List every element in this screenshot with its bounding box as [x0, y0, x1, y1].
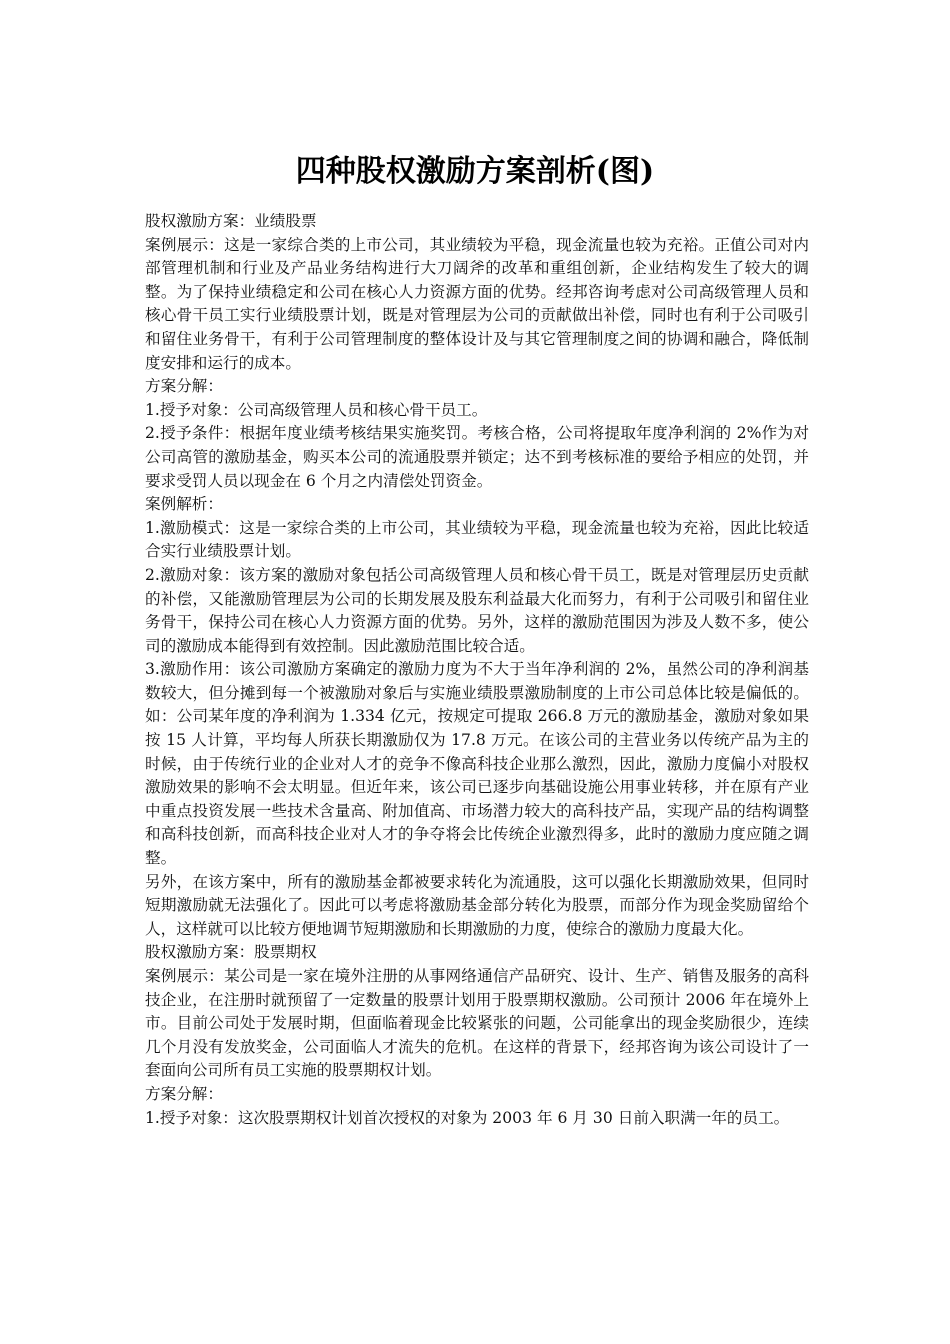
document-title: 四种股权激励方案剖析(图) — [295, 154, 655, 189]
plan-breakdown-heading-2: 方案分解： — [145, 1084, 223, 1103]
plan-breakdown-heading: 方案分解： — [145, 377, 223, 396]
additional-note-paragraph: 另外，在该方案中，所有的激励基金都被要求转化为流通股，这可以强化长期激励效果，但同时短期激励就无法强化了。因此可以考虑将激励基金部分转化为股票，而部分作为现金奖励留给个人，这样就可以比较方便地调节短期激励和长期激励的力度，使综合的激励力度最大化。 — [145, 872, 809, 938]
case-analysis-heading: 案例解析： — [145, 495, 223, 514]
incentive-target-paragraph: 2.激励对象：该方案的激励对象包括公司高级管理人员和核心骨干员工，既是对管理层历史贡献的补偿，又能激励管理层为公司的长期发展及股东利益最大化而努力，有利于公司吸引和留住业务骨干，保持公司在核心人力资源方面的优势。另外，这样的激励范围因为涉及人数不多，使公司的激励成本能得到有效控制。因此激励范围比较合适。 — [145, 565, 809, 655]
grant-target-paragraph: 1.授予对象：公司高级管理人员和核心骨干员工。 — [145, 400, 488, 419]
case-display-paragraph: 案例展示：这是一家综合类的上市公司，其业绩较为平稳，现金流量也较为充裕。正值公司对内部管理机制和行业及产品业务结构进行大刀阔斧的改革和重组创新，企业结构发生了较大的调整。为了保持业绩稳定和公司在核心人力资源方面的优势。经邦咨询考虑对公司高级管理人员和核心骨干员工实行业绩股票计划，既是对管理层为公司的贡献做出补偿，同时也有利于公司吸引和留住业务骨干，有利于公司管理制度的整体设计及与其它管理制度之间的协调和融合，降低制度安排和运行的成本。 — [145, 235, 809, 372]
section-heading-stock-options: 股权激励方案：股票期权 — [145, 943, 317, 962]
case-display-paragraph-2: 案例展示：某公司是一家在境外注册的从事网络通信产品研究、设计、生产、销售及服务的高科技企业，在注册时就预留了一定数量的股票计划用于股票期权激励。公司预计 2006 年在境外上市。目前公司处于发展时期，但面临着现金比较紧张的问题，公司能拿出的现金奖励很少，连续几个月没有发放奖金，公司面临人才流失的危机。在这样的背景下，经邦咨询为该公司设计了一套面向公司所有员工实施的股票期权计划。 — [145, 967, 809, 1080]
document-body — [145, 210, 809, 1130]
incentive-effect-paragraph: 3.激励作用：该公司激励方案确定的激励力度为不大于当年净利润的 2%，虽然公司的净利润基数较大，但分摊到每一个被激励对象后与实施业绩股票激励制度的上市公司总体比较是偏低的。如：公司某年度的净利润为 1.334 亿元，按规定可提取 266.8 万元的激励基金，激励对象如果按 15 人计算，平均每人所获长期激励仅为 17.8 万元。在该公司的主营业务以传统产品为主的时候，由于传统行业的企业对人才的竞争不像高科技企业那么激烈，因此，激励力度偏小对股权激励效果的影响不会太明显。但近年来，该公司已逐步向基础设施公用事业转移，并在原有产业中重点投资发展一些技术含量高、附加值高、市场潜力较大的高科技产品，实现产品的结构调整和高科技创新，而高科技企业对人才的争夺将会比传统企业激烈得多，此时的激励力度应随之调整。 — [145, 660, 810, 868]
section-heading-performance-shares: 股权激励方案：业绩股票 — [145, 212, 317, 230]
incentive-mode-paragraph: 1.激励模式：这是一家综合类的上市公司，其业绩较为平稳，现金流量也较为充裕，因此比较适合实行业绩股票计划。 — [145, 518, 809, 561]
grant-target-paragraph-2: 1.授予对象：这次股票期权计划首次授权的对象为 2003 年 6 月 30 日前入职满一年的员工。 — [145, 1108, 790, 1127]
grant-condition-paragraph: 2.授予条件：根据年度业绩考核结果实施奖罚。考核合格，公司将提取年度净利润的 2%作为对公司高管的激励基金，购买本公司的流通股票并锁定；达不到考核标准的要给予相应的处罚，并要求受罚人员以现金在 6 个月之内清偿处罚资金。 — [145, 424, 809, 490]
